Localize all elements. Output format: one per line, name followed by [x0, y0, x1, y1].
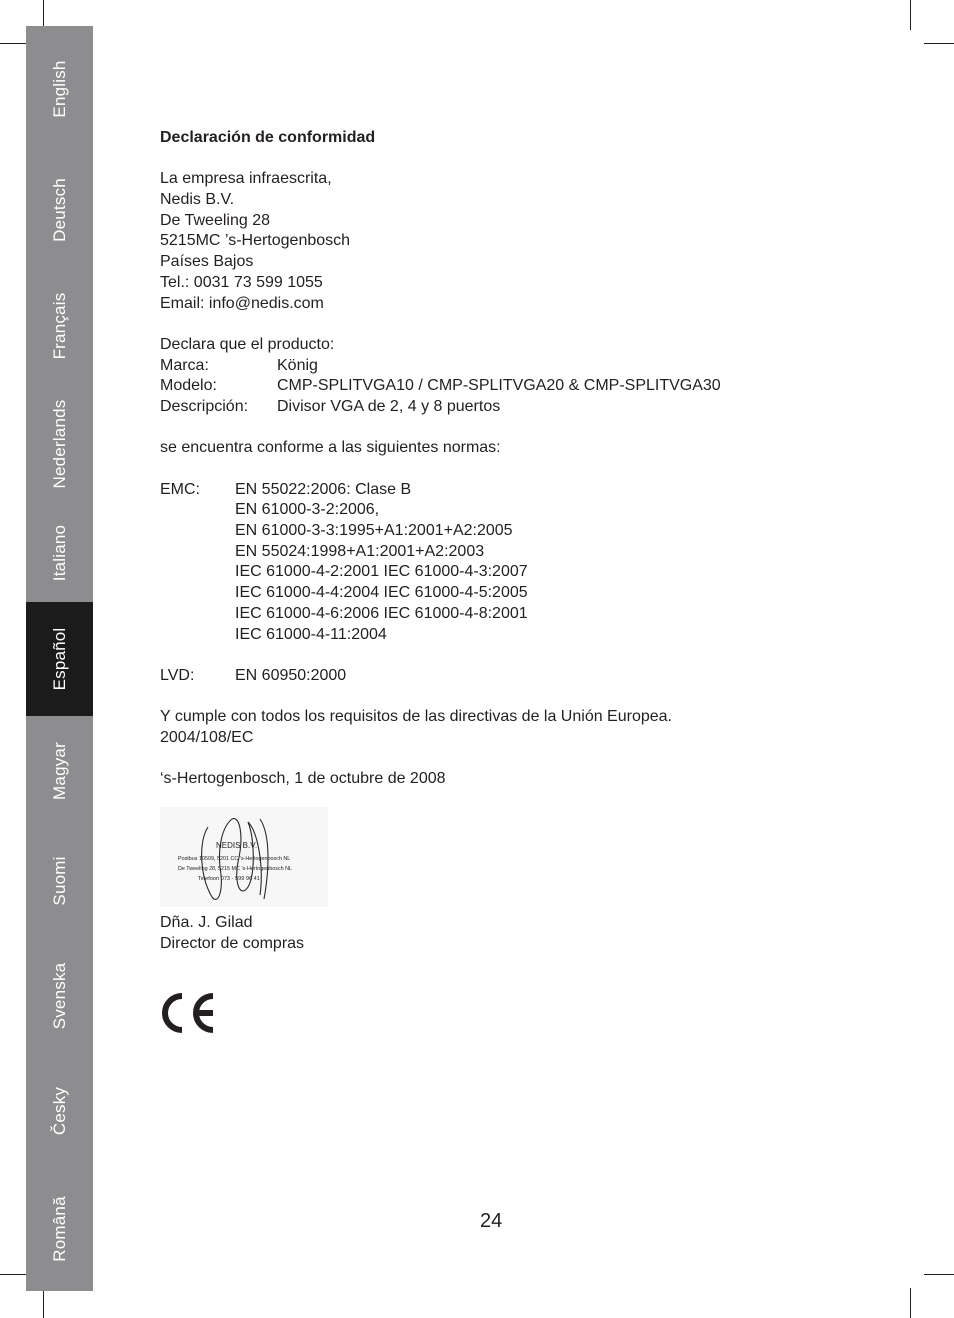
tab-label: Magyar	[49, 742, 69, 800]
emc-label: EMC:	[160, 480, 200, 498]
language-tab-strip	[26, 26, 93, 1291]
tab-svenska[interactable]	[26, 936, 93, 1056]
company-country: Países Bajos	[160, 253, 254, 271]
stamp-line: Postbus 10509, 5201 CC ’s-Hertogenbosch NL	[178, 856, 291, 862]
brand-label: Marca:	[160, 356, 209, 374]
tab-magyar[interactable]	[26, 716, 93, 826]
tab-italiano[interactable]	[26, 504, 93, 602]
signer-title: Director de compras	[160, 934, 305, 952]
crop-mark	[43, 0, 44, 28]
signer-name: Dña. J. Gilad	[160, 914, 253, 931]
tab-label: Español	[49, 627, 69, 691]
tab-deutsch[interactable]	[26, 152, 93, 268]
crop-mark	[910, 0, 911, 30]
company-phone: Tel.: 0031 73 599 1055	[160, 273, 323, 291]
tab-label: English	[49, 60, 69, 118]
emc-row	[160, 480, 860, 501]
description-value: Divisor VGA de 2, 4 y 8 puertos	[277, 397, 501, 415]
model-row	[160, 376, 860, 397]
place-date: ‘s-Hertogenbosch, 1 de octubre de 2008	[160, 770, 446, 788]
signer-block	[160, 913, 304, 954]
tab-label: Deutsch	[49, 178, 69, 242]
ce-mark-icon	[160, 990, 218, 1036]
tab-label: Română	[49, 1195, 69, 1262]
crop-mark	[43, 1288, 44, 1318]
emc-standard: IEC 61000-4-4:2004 IEC 61000-4-5:2005	[235, 584, 528, 602]
tab-label: Italiano	[49, 524, 69, 582]
tab-romana[interactable]	[26, 1166, 93, 1291]
description-row	[160, 397, 860, 418]
crop-mark	[910, 1288, 911, 1318]
brand-value: König	[277, 356, 318, 374]
tab-cesky[interactable]	[26, 1056, 93, 1166]
lvd-value: EN 60950:2000	[235, 666, 347, 684]
model-label: Modelo:	[160, 377, 217, 395]
tab-label: Français	[49, 292, 69, 360]
company-street: De Tweeling 28	[160, 211, 270, 229]
tab-francais[interactable]	[26, 268, 93, 384]
crop-mark	[924, 43, 954, 44]
company-city: 5215MC ’s-Hertogenbosch	[160, 232, 351, 250]
crop-mark	[924, 1274, 954, 1275]
tab-espanol[interactable]	[26, 602, 93, 716]
product-intro: Declara que el producto:	[160, 335, 335, 353]
tab-nederlands[interactable]	[26, 384, 93, 504]
standards-intro: se encuentra conforme a las siguientes normas:	[160, 439, 501, 457]
emc-standard: IEC 61000-4-11:2004	[235, 625, 387, 643]
lvd-label: LVD:	[160, 666, 195, 684]
stamp-line: NEDIS B.V.	[216, 841, 258, 850]
emc-standard: IEC 61000-4-6:2006 IEC 61000-4-8:2001	[235, 604, 528, 622]
tab-label: Svenska	[49, 962, 69, 1030]
tab-english[interactable]	[26, 26, 93, 152]
company-name: Nedis B.V.	[160, 191, 235, 209]
declaration-body	[160, 128, 860, 790]
company-intro: La empresa infraescrita,	[160, 170, 332, 188]
company-email: Email: info@nedis.com	[160, 294, 324, 312]
lvd-row	[160, 666, 860, 687]
description-label: Descripción:	[160, 397, 249, 415]
emc-standard: EN 55022:2006: Clase B	[235, 480, 412, 498]
stamp-line: Telefoon 073 - 599 96 41	[198, 876, 260, 882]
tab-label: Suomi	[49, 856, 69, 906]
stamp-line: De Tweeling 28, 5215 MC ’s-Hertogenbosch NL	[178, 866, 292, 872]
page-number: 24	[480, 1210, 503, 1232]
directive-number: 2004/108/EC	[160, 728, 254, 746]
declaration-title: Declaración de conformidad	[160, 129, 376, 146]
emc-standard: EN 61000-3-2:2006,	[235, 501, 380, 519]
compliance-statement: Y cumple con todos los requisitos de las directivas de la Unión Europea.	[160, 708, 672, 726]
tab-label: Nederlands	[49, 399, 69, 489]
emc-standard: EN 55024:1998+A1:2001+A2:2003	[235, 542, 485, 560]
signature-stamp	[160, 807, 328, 907]
brand-row	[160, 356, 860, 377]
emc-standard: IEC 61000-4-2:2001 IEC 61000-4-3:2007	[235, 563, 528, 581]
tab-label: Česky	[49, 1086, 69, 1136]
model-value: CMP-SPLITVGA10 / CMP-SPLITVGA20 & CMP-SPLITVGA30	[277, 377, 721, 395]
tab-suomi[interactable]	[26, 826, 93, 936]
emc-standard: EN 61000-3-3:1995+A1:2001+A2:2005	[235, 522, 513, 540]
